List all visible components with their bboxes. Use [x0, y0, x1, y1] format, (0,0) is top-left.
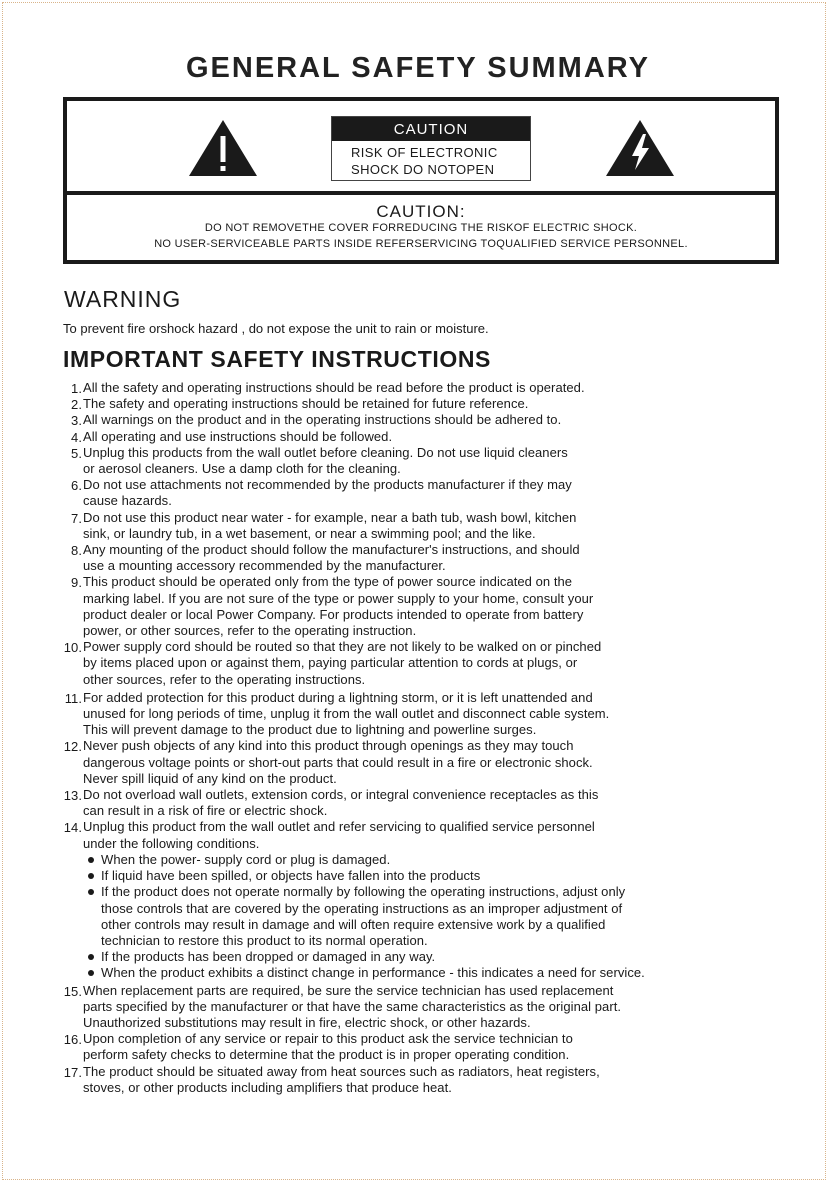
instruction-line: cause hazards.: [83, 493, 172, 509]
bullet-dot-icon: [88, 954, 94, 960]
instruction-number: 15.: [63, 983, 82, 999]
caution-text-line: DO NOT REMOVETHE COVER FORREDUCING THE RISKOF ELECTRIC SHOCK.: [204, 222, 638, 234]
lightning-triangle-icon: [604, 118, 676, 178]
instruction-number: 9.: [71, 575, 82, 591]
instruction-line: under the following conditions.: [83, 835, 260, 851]
instruction-number: 11.: [64, 690, 82, 706]
warning-heading: WARNING: [64, 286, 182, 312]
bullet-dot-icon: [88, 889, 94, 895]
caution-label-header: CAUTION: [332, 117, 530, 141]
instruction-item: [60, 396, 800, 412]
instruction-line: Power supply cord should be routed so that they are not likely to be walked on or pinched: [83, 639, 602, 655]
condition-line: If liquid have been spilled, or objects have fallen into the products: [101, 868, 481, 884]
instruction-line: power, or other sources, refer to the operating instruction.: [83, 623, 417, 639]
instruction-line: unused for long periods of time, unplug it from the wall outlet and disconnect cable system.: [83, 706, 610, 722]
instruction-item: [60, 574, 800, 639]
bullet-dot-icon: [88, 873, 94, 879]
instructions-list: [60, 380, 800, 1096]
condition-bullet: [87, 949, 800, 965]
instruction-line: Unauthorized substitutions may result in fire, electric shock, or other hazards.: [83, 1014, 531, 1030]
instruction-number: 17.: [63, 1064, 82, 1080]
caution-label-body: [332, 141, 530, 178]
caution-divider: [67, 191, 775, 195]
bullet-dot-icon: [88, 970, 94, 976]
instruction-line: This will prevent damage to the product due to lightning and powerline surges.: [83, 722, 537, 738]
instruction-line: marking label. If you are not sure of the type or power supply to your home, consult your: [83, 590, 594, 606]
instruction-number: 14.: [63, 820, 82, 836]
instruction-item: [60, 1031, 800, 1063]
instruction-item: [60, 510, 800, 542]
instruction-line: sink, or laundry tub, in a wet basement, or near a swimming pool; and the like.: [83, 525, 536, 541]
instruction-number: 13.: [63, 788, 82, 804]
instruction-line: parts specified by the manufacturer or that have the same characteristics as the original part.: [83, 998, 622, 1014]
condition-bullet-list: [87, 852, 800, 982]
instruction-line: stoves, or other products including amplifiers that produce heat.: [83, 1079, 452, 1095]
condition-bullet: [87, 965, 800, 981]
instruction-line: The product should be situated away from heat sources such as radiators, heat registers,: [83, 1063, 600, 1079]
instruction-item: [60, 1064, 800, 1096]
instruction-line: Do not use this product near water - for example, near a bath tub, wash bowl, kitchen: [83, 509, 577, 525]
instructions-heading: IMPORTANT SAFETY INSTRUCTIONS: [63, 346, 491, 372]
caution-label: [331, 116, 531, 181]
instruction-line: Any mounting of the product should follow the manufacturer's instructions, and should: [83, 542, 580, 558]
condition-line: those controls that are covered by the operating instructions as an improper adjustment of: [101, 900, 623, 916]
instruction-number: 8.: [71, 543, 82, 559]
instruction-number: 5.: [71, 445, 82, 461]
condition-line: If the product does not operate normally by following the operating instructions, adjust only: [101, 884, 626, 900]
instruction-line: Unplug this product from the wall outlet and refer servicing to qualified service personnel: [83, 819, 595, 835]
condition-line: technician to restore this product to its normal operation.: [101, 932, 428, 948]
instruction-item: [60, 738, 800, 787]
instruction-number: 7.: [71, 510, 82, 526]
instruction-line: product dealer or local Power Company. For products intended to operate from battery: [83, 606, 584, 622]
condition-line: When the product exhibits a distinct change in performance - this indicates a need for service.: [101, 965, 645, 981]
instruction-line: All warnings on the product and in the operating instructions should be adhered to.: [83, 412, 562, 428]
instruction-line: perform safety checks to determine that the product is in proper operating condition.: [83, 1047, 570, 1063]
instruction-line: by items placed upon or against them, paying particular attention to cords at plugs, or: [83, 655, 578, 671]
instruction-item: [60, 477, 800, 509]
instruction-line: Never spill liquid of any kind on the product.: [83, 770, 337, 786]
instruction-line: Never push objects of any kind into this product through openings as they may touch: [83, 738, 574, 754]
instruction-number: 1.: [71, 381, 82, 396]
instruction-number: 16.: [63, 1032, 82, 1048]
instruction-line: can result in a risk of fire or electric shock.: [83, 803, 328, 819]
instruction-item: [60, 787, 800, 819]
instruction-item: [60, 819, 800, 981]
exclamation-triangle-icon: [187, 118, 259, 178]
condition-bullet: [87, 868, 800, 884]
condition-line: If the products has been dropped or damaged in any way.: [101, 949, 436, 965]
instruction-number: 12.: [63, 739, 82, 755]
instruction-item: [60, 412, 800, 428]
instruction-line: Upon completion of any service or repair to this product ask the service technician to: [83, 1031, 573, 1047]
bullet-dot-icon: [88, 857, 94, 863]
instruction-line: dangerous voltage points or short-out parts that could result in a fire or electronic shock.: [83, 754, 593, 770]
instruction-line: All operating and use instructions should be followed.: [83, 428, 393, 444]
instruction-line: The safety and operating instructions should be retained for future reference.: [83, 396, 529, 412]
caution-label-line: SHOCK DO NOTOPEN: [351, 162, 495, 177]
warning-text: To prevent fire orshock hazard , do not expose the unit to rain or moisture.: [63, 321, 489, 336]
caution-label-line: RISK OF ELECTRONIC: [351, 145, 498, 160]
instruction-line: For added protection for this product during a lightning storm, or it is left unattended and: [83, 689, 593, 705]
condition-bullet: [87, 884, 800, 949]
condition-bullet: [87, 852, 800, 868]
instruction-number: 4.: [71, 429, 82, 445]
instruction-line: other sources, refer to the operating instructions.: [83, 671, 366, 687]
page-title: GENERAL SAFETY SUMMARY: [185, 52, 650, 84]
caution-text-line: NO USER-SERVICEABLE PARTS INSIDE REFERSERVICING TOQUALIFIED SERVICE PERSONNEL.: [154, 238, 688, 250]
instruction-line: When replacement parts are required, be sure the service technician has used replacement: [83, 982, 614, 998]
instruction-item: [60, 380, 800, 396]
instruction-item: [60, 445, 800, 477]
condition-line: When the power- supply cord or plug is damaged.: [101, 851, 391, 867]
instruction-number: 3.: [71, 413, 82, 429]
instruction-number: 2.: [71, 397, 82, 413]
caution-box: [63, 97, 779, 264]
instruction-line: This product should be operated only from the type of power source indicated on the: [83, 574, 573, 590]
instruction-line: Unplug this products from the wall outlet before cleaning. Do not use liquid cleaners: [83, 444, 568, 460]
instruction-item: [60, 639, 800, 688]
instruction-line: All the safety and operating instructions should be read before the product is operated.: [83, 380, 585, 395]
instruction-item: [60, 429, 800, 445]
instruction-number: 6.: [71, 478, 82, 494]
caution-heading: CAUTION:: [376, 202, 466, 221]
instruction-item: [60, 983, 800, 1032]
instruction-line: or aerosol cleaners. Use a damp cloth for the cleaning.: [83, 461, 401, 477]
instruction-number: 10.: [63, 640, 82, 656]
instruction-item: [60, 542, 800, 574]
instruction-item: [60, 690, 800, 739]
condition-line: other controls may result in damage and will often require extensive work by a qualified: [101, 916, 606, 932]
instruction-line: Do not overload wall outlets, extension cords, or integral convenience receptacles as this: [83, 787, 599, 803]
instruction-line: Do not use attachments not recommended by the products manufacturer if they may: [83, 477, 572, 493]
instruction-line: use a mounting accessory recommended by the manufacturer.: [83, 558, 446, 574]
